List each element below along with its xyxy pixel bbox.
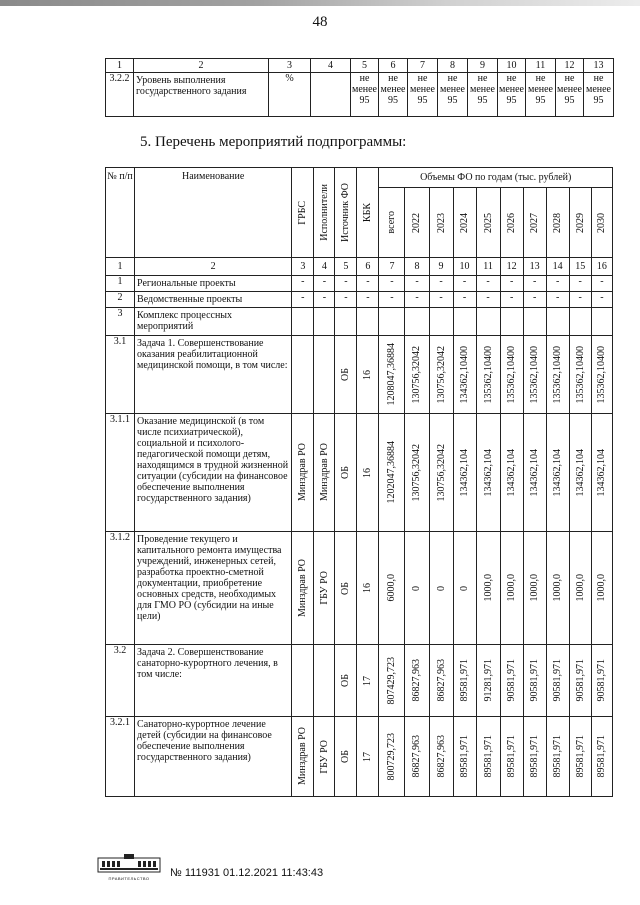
value-cell — [453, 308, 476, 336]
row-number: 2 — [106, 292, 135, 308]
kbk-cell: 17 — [357, 645, 379, 717]
header-num: № п/п — [106, 168, 135, 258]
value-cell: 90581,971 — [591, 645, 612, 717]
value-cell: - — [591, 292, 612, 308]
value-cell: не менее 95 — [556, 73, 584, 117]
kbk-cell: 16 — [357, 336, 379, 414]
value-cell: 90581,971 — [500, 645, 523, 717]
value-cell: 135362,10400 — [591, 336, 612, 414]
source-cell — [335, 308, 357, 336]
value-cell: 800729,723 — [379, 717, 405, 797]
row-name: Региональные проекты — [135, 276, 292, 292]
value-cell: 134362,10400 — [453, 336, 476, 414]
executor-cell: Минздрав РО — [314, 414, 335, 532]
main-table — [105, 167, 613, 797]
source-cell: ОБ — [335, 532, 357, 645]
column-number: 10 — [453, 258, 476, 276]
value-cell: - — [500, 276, 523, 292]
row-name: Задача 1. Совершенствование оказания реабилитационной медицинской помощи, в том числе: — [135, 336, 292, 414]
header-year: 2027 — [523, 188, 546, 258]
kbk-cell: - — [357, 276, 379, 292]
value-cell: 86827,963 — [429, 717, 453, 797]
value-cell: - — [453, 292, 476, 308]
row-number: 3.1.2 — [106, 532, 135, 645]
column-number: 13 — [523, 258, 546, 276]
value-cell: не менее 95 — [498, 73, 526, 117]
value-cell — [546, 308, 569, 336]
header-year: 2030 — [591, 188, 612, 258]
value-cell: - — [523, 276, 546, 292]
column-number: 1 — [106, 59, 134, 73]
value-cell: - — [476, 292, 500, 308]
value-cell: - — [379, 292, 405, 308]
executor-cell — [314, 645, 335, 717]
row-name: Комплекс процессных мероприятий — [135, 308, 292, 336]
value-cell: 90581,971 — [546, 645, 569, 717]
grbs-cell: - — [292, 292, 314, 308]
value-cell — [379, 308, 405, 336]
column-number: 12 — [500, 258, 523, 276]
column-number: 5 — [351, 59, 379, 73]
value-cell — [500, 308, 523, 336]
value-cell: 135362,10400 — [569, 336, 591, 414]
column-number: 5 — [335, 258, 357, 276]
executor-cell: ГБУ РО — [314, 717, 335, 797]
value-cell: 0 — [405, 532, 429, 645]
value-cell: 89581,971 — [453, 645, 476, 717]
value-cell: 1000,0 — [476, 532, 500, 645]
value-cell: 130756,32042 — [429, 414, 453, 532]
value-cell: - — [500, 292, 523, 308]
value-cell: 1000,0 — [591, 532, 612, 645]
value-cell: 90581,971 — [523, 645, 546, 717]
column-number: 14 — [546, 258, 569, 276]
value-cell: 89581,971 — [523, 717, 546, 797]
value-cell: - — [476, 276, 500, 292]
value-cell: 135362,10400 — [476, 336, 500, 414]
value-cell: не менее 95 — [379, 73, 408, 117]
value-cell — [429, 308, 453, 336]
value-cell: 134362,104 — [476, 414, 500, 532]
value-cell: - — [546, 292, 569, 308]
value-cell: 90581,971 — [569, 645, 591, 717]
column-number: 3 — [269, 59, 311, 73]
column-number: 11 — [476, 258, 500, 276]
column-number: 8 — [405, 258, 429, 276]
source-cell: ОБ — [335, 414, 357, 532]
column-number: 3 — [292, 258, 314, 276]
row-number: 1 — [106, 276, 135, 292]
column-number: 1 — [106, 258, 135, 276]
value-cell: 89581,971 — [476, 717, 500, 797]
value-cell: - — [453, 276, 476, 292]
value-cell: 86827,963 — [405, 717, 429, 797]
header-year: 2029 — [569, 188, 591, 258]
value-cell: 1000,0 — [523, 532, 546, 645]
value-cell: - — [591, 276, 612, 292]
value-cell — [569, 308, 591, 336]
value-cell: 130756,32042 — [429, 336, 453, 414]
value-cell: - — [379, 276, 405, 292]
top-table — [105, 58, 614, 117]
value-cell: 1000,0 — [500, 532, 523, 645]
value-cell: - — [546, 276, 569, 292]
column-number: 4 — [314, 258, 335, 276]
value-cell: 1202047,36884 — [379, 414, 405, 532]
column-number: 9 — [429, 258, 453, 276]
source-cell: ОБ — [335, 336, 357, 414]
header-source: Источник ФО — [335, 168, 357, 258]
row-unit: % — [269, 73, 311, 117]
table-row — [106, 532, 613, 645]
header-year: 2025 — [476, 188, 500, 258]
header-executors: Исполнители — [314, 168, 335, 258]
source-cell: ОБ — [335, 645, 357, 717]
table-row — [106, 336, 613, 414]
value-cell: не менее 95 — [408, 73, 438, 117]
value-cell: 1208047,36884 — [379, 336, 405, 414]
value-cell: - — [405, 276, 429, 292]
value-cell: 0 — [429, 532, 453, 645]
header-year: 2024 — [453, 188, 476, 258]
value-cell: - — [405, 292, 429, 308]
header-year: 2022 — [405, 188, 429, 258]
grbs-cell: Минздрав РО — [292, 532, 314, 645]
executor-cell: - — [314, 292, 335, 308]
row-name: Оказание медицинской (в том числе психиатрической), социальной и психолого-педагогической помощи детям, находящимся в трудной жизненной ситуации (субсидии на финансовое обеспечение выполнения государственного задания) — [135, 414, 292, 532]
header-grbs: ГРБС — [292, 168, 314, 258]
kbk-cell: 17 — [357, 717, 379, 797]
value-cell: 0 — [453, 532, 476, 645]
column-number: 12 — [556, 59, 584, 73]
value-cell: 130756,32042 — [405, 336, 429, 414]
value-cell: 130756,32042 — [405, 414, 429, 532]
section-title: 5. Перечень мероприятий подпрограммы: — [140, 134, 407, 150]
row-number: 3 — [106, 308, 135, 336]
value-cell: - — [429, 292, 453, 308]
value-cell: 135362,10400 — [523, 336, 546, 414]
header-volumes: Объемы ФО по годам (тыс. рублей) — [379, 168, 613, 188]
value-cell — [523, 308, 546, 336]
row-col4 — [311, 73, 351, 117]
value-cell: не менее 95 — [584, 73, 614, 117]
column-number: 16 — [591, 258, 612, 276]
executor-cell — [314, 336, 335, 414]
row-number: 3.1 — [106, 336, 135, 414]
document-id: № 111931 01.12.2021 11:43:43 — [170, 867, 324, 879]
grbs-cell — [292, 645, 314, 717]
kbk-cell: 16 — [357, 414, 379, 532]
column-number: 2 — [135, 258, 292, 276]
stamp-text: ПРАВИТЕЛЬСТВО — [108, 876, 150, 881]
column-number: 2 — [134, 59, 269, 73]
value-cell — [405, 308, 429, 336]
table-row — [106, 276, 613, 292]
column-number: 15 — [569, 258, 591, 276]
column-number: 6 — [357, 258, 379, 276]
value-cell: 89581,971 — [546, 717, 569, 797]
value-cell: 89581,971 — [569, 717, 591, 797]
row-number: 3.2 — [106, 645, 135, 717]
column-number: 10 — [498, 59, 526, 73]
source-cell: - — [335, 276, 357, 292]
value-cell: не менее 95 — [526, 73, 556, 117]
value-cell: 134362,104 — [591, 414, 612, 532]
executor-cell — [314, 308, 335, 336]
row-name: Санаторно-курортное лечение детей (субсидии на финансовое обеспечение выполнения государственного задания) — [135, 717, 292, 797]
value-cell: 135362,10400 — [500, 336, 523, 414]
value-cell: не менее 95 — [351, 73, 379, 117]
value-cell: 134362,104 — [500, 414, 523, 532]
source-cell: - — [335, 292, 357, 308]
value-cell: 86827,963 — [429, 645, 453, 717]
value-cell: 89581,971 — [453, 717, 476, 797]
table-row — [106, 414, 613, 532]
value-cell: 134362,104 — [523, 414, 546, 532]
value-cell: 807429,723 — [379, 645, 405, 717]
value-cell: 89581,971 — [500, 717, 523, 797]
value-cell: не менее 95 — [438, 73, 468, 117]
executor-cell: - — [314, 276, 335, 292]
table-row — [106, 292, 613, 308]
value-cell: 91281,971 — [476, 645, 500, 717]
value-cell: - — [569, 276, 591, 292]
value-cell: 6000,0 — [379, 532, 405, 645]
value-cell: 134362,104 — [453, 414, 476, 532]
table-row — [106, 645, 613, 717]
header-year: 2028 — [546, 188, 569, 258]
table-row — [106, 717, 613, 797]
header-name: Наименование — [135, 168, 292, 258]
column-number: 7 — [379, 258, 405, 276]
column-number: 11 — [526, 59, 556, 73]
value-cell — [591, 308, 612, 336]
column-number: 6 — [379, 59, 408, 73]
value-cell: не менее 95 — [468, 73, 498, 117]
column-number: 7 — [408, 59, 438, 73]
row-number: 3.2.1 — [106, 717, 135, 797]
value-cell: 1000,0 — [546, 532, 569, 645]
row-name: Проведение текущего и капитального ремонта имущества учреждений, инженерных сетей, разработка проектно-сметной документации, приобретение основных средств, необходимых для ГМО РО (субсидии на иные цели) — [135, 532, 292, 645]
executor-cell: ГБУ РО — [314, 532, 335, 645]
column-number: 8 — [438, 59, 468, 73]
value-cell: - — [523, 292, 546, 308]
header-year: 2026 — [500, 188, 523, 258]
scan-edge — [0, 0, 640, 6]
row-number: 3.2.2 — [106, 73, 134, 117]
kbk-cell — [357, 308, 379, 336]
value-cell: 89581,971 — [591, 717, 612, 797]
value-cell — [476, 308, 500, 336]
row-name: Уровень выполнения государственного задания — [134, 73, 269, 117]
kbk-cell: - — [357, 292, 379, 308]
header-year: всего — [379, 188, 405, 258]
header-kbk: КБК — [357, 168, 379, 258]
grbs-cell: Минздрав РО — [292, 717, 314, 797]
source-cell: ОБ — [335, 717, 357, 797]
grbs-cell: - — [292, 276, 314, 292]
column-number: 9 — [468, 59, 498, 73]
kbk-cell: 16 — [357, 532, 379, 645]
stamp-logo — [96, 853, 162, 875]
value-cell: 134362,104 — [546, 414, 569, 532]
row-name: Задача 2. Совершенствование санаторно-курортного лечения, в том числе: — [135, 645, 292, 717]
table-row — [106, 308, 613, 336]
column-number: 13 — [584, 59, 614, 73]
value-cell: 86827,963 — [405, 645, 429, 717]
page-number: 48 — [312, 14, 328, 30]
grbs-cell: Минздрав РО — [292, 414, 314, 532]
header-year: 2023 — [429, 188, 453, 258]
column-number: 4 — [311, 59, 351, 73]
value-cell: 135362,10400 — [546, 336, 569, 414]
grbs-cell — [292, 336, 314, 414]
value-cell: - — [429, 276, 453, 292]
row-number: 3.1.1 — [106, 414, 135, 532]
value-cell: 1000,0 — [569, 532, 591, 645]
row-name: Ведомственные проекты — [135, 292, 292, 308]
grbs-cell — [292, 308, 314, 336]
value-cell: - — [569, 292, 591, 308]
value-cell: 134362,104 — [569, 414, 591, 532]
